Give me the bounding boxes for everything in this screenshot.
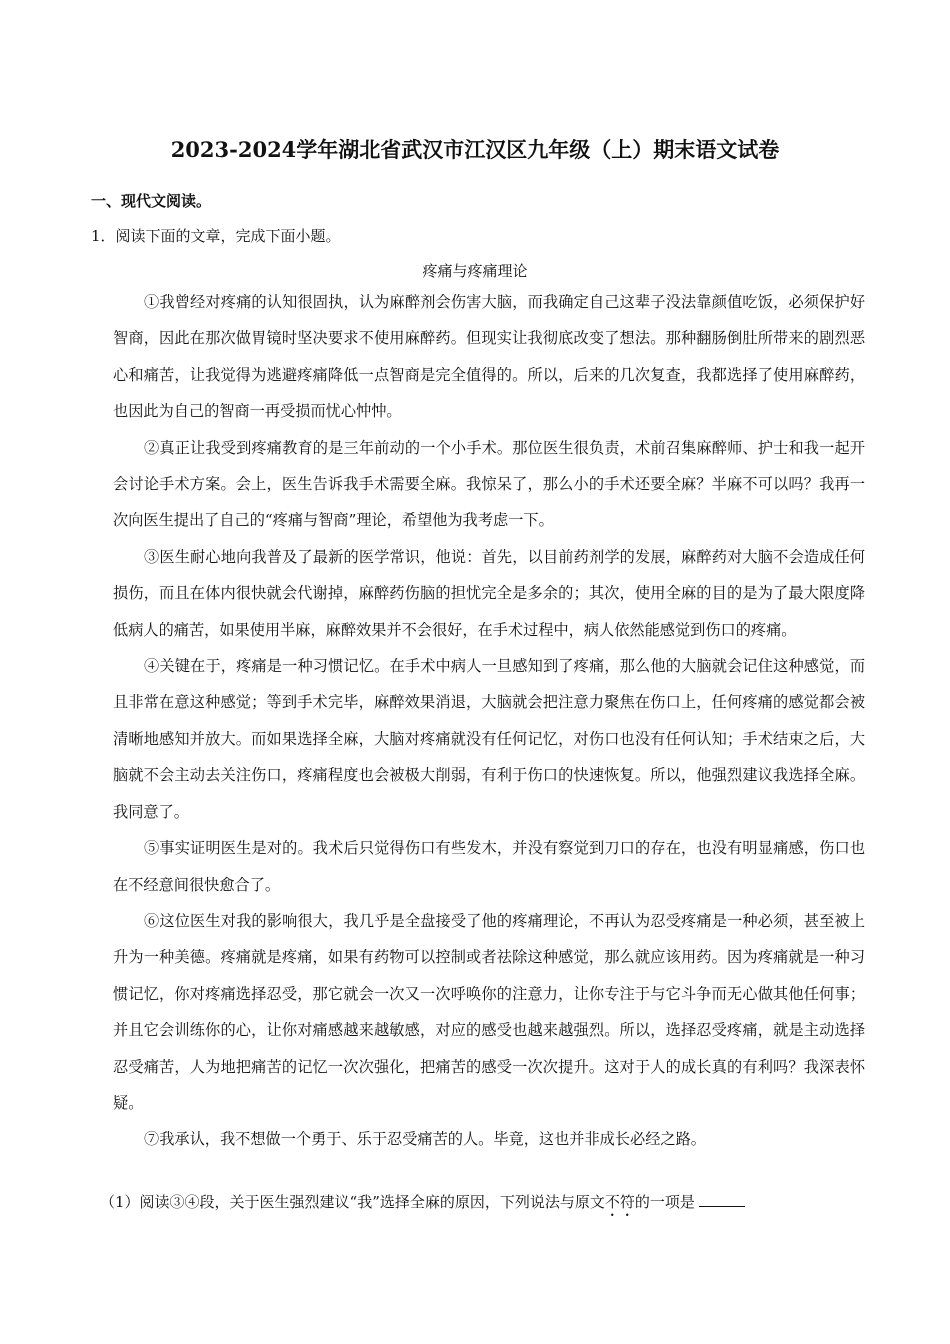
- answer-blank[interactable]: [699, 1192, 745, 1207]
- article-paragraph: ③医生耐心地向我普及了最新的医学常识，他说：首先，以目前药剂学的发展，麻醉药对大脑不会造成任何损伤，而且在体内很快就会代谢掉，麻醉药伤脑的担忧完全是多余的；其次，使用全麻的目的是为了最大限度降低病人的痛苦，如果使用半麻，麻醉效果并不会很好，在手术过程中，病人依然能感觉到伤口的疼痛。: [113, 547, 865, 639]
- section-heading: 一、现代文阅读。: [91, 192, 212, 210]
- question-intro: 1．阅读下面的文章，完成下面小题。: [91, 227, 341, 245]
- page-title: 2023-2024学年湖北省武汉市江汉区九年级（上）期末语文试卷: [170, 137, 780, 162]
- article-paragraph: ⑦我承认，我不想做一个勇于、乐于忍受痛苦的人。毕竟，这也并非成长必经之路。: [144, 1130, 706, 1149]
- article-title: 疼痛与疼痛理论: [422, 262, 528, 280]
- article-paragraph: ⑤事实证明医生是对的。我术后只觉得伤口有些发木，并没有察觉到刀口的存在，也没有明显痛感，伤口也在不经意间很快愈合了。: [113, 839, 865, 894]
- article-paragraph: ①我曾经对疼痛的认知很固执，认为麻醉剂会伤害大脑，而我确定自己这辈子没法靠颜值吃饭，必须保护好智商，因此在那次做胃镜时坚决要求不使用麻醉药。但现实让我彻底改变了想法。那种翻肠倒肚所带来的剧烈恶心和痛苦，让我觉得为逃避疼痛降低一点智商是完全值得的。所以，后来的几次复查，我都选择了使用麻醉药，也因此为自己的智商一再受损而忧心忡忡。: [113, 293, 865, 421]
- article-body: [113, 284, 865, 1158]
- article-paragraph: ⑥这位医生对我的影响很大，我几乎是全盘接受了他的疼痛理论，不再认为忍受疼痛是一种必须，甚至被上升为一种美德。疼痛就是疼痛，如果有药物可以控制或者祛除这种感觉，那么就应该用药。因为疼痛就是一种习惯记忆，你对疼痛选择忍受，那它就会一次又一次呼唤你的注意力，让你专注于与它斗争而无心做其他任何事；并且它会训练你的心，让你对痛感越来越敏感，对应的感受也越来越强烈。所以，选择忍受疼痛，就是主动选择忍受痛苦，人为地把痛苦的记忆一次次强化，把痛苦的感受一次次提升。这对于人的成长真的有利吗？我深表怀疑。: [113, 911, 865, 1112]
- subquestion-emphasis: 不符: [604, 1193, 635, 1211]
- subquestion-suffix: 的一项是: [634, 1193, 695, 1211]
- article-paragraph: ②真正让我受到疼痛教育的是三年前动的一个小手术。那位医生很负责，术前召集麻醉师、护士和我一起开会讨论手术方案。会上，医生告诉我手术需要全麻。我惊呆了，那么小的手术还要全麻？半麻不可以吗？我再一次向医生提出了自己的“疼痛与智商”理论，希望他为我考虑一下。: [113, 438, 865, 530]
- subquestion-1: [100, 1191, 860, 1220]
- subquestion-prefix: （1）阅读③④段，关于医生强烈建议“我”选择全麻的原因，下列说法与原文: [100, 1193, 605, 1211]
- article-paragraph: ④关键在于，疼痛是一种习惯记忆。在手术中病人一旦感知到了疼痛，那么他的大脑就会记住这种感觉，而且非常在意这种感觉；等到手术完毕，麻醉效果消退，大脑就会把注意力聚焦在伤口上，任何疼痛的感觉都会被清晰地感知并放大。而如果选择全麻，大脑对疼痛就没有任何记忆，对伤口也没有任何认知；手术结束之后，大脑就不会主动去关注伤口，疼痛程度也会被极大削弱，有利于伤口的快速恢复。所以，他强烈建议我选择全麻。我同意了。: [113, 657, 865, 821]
